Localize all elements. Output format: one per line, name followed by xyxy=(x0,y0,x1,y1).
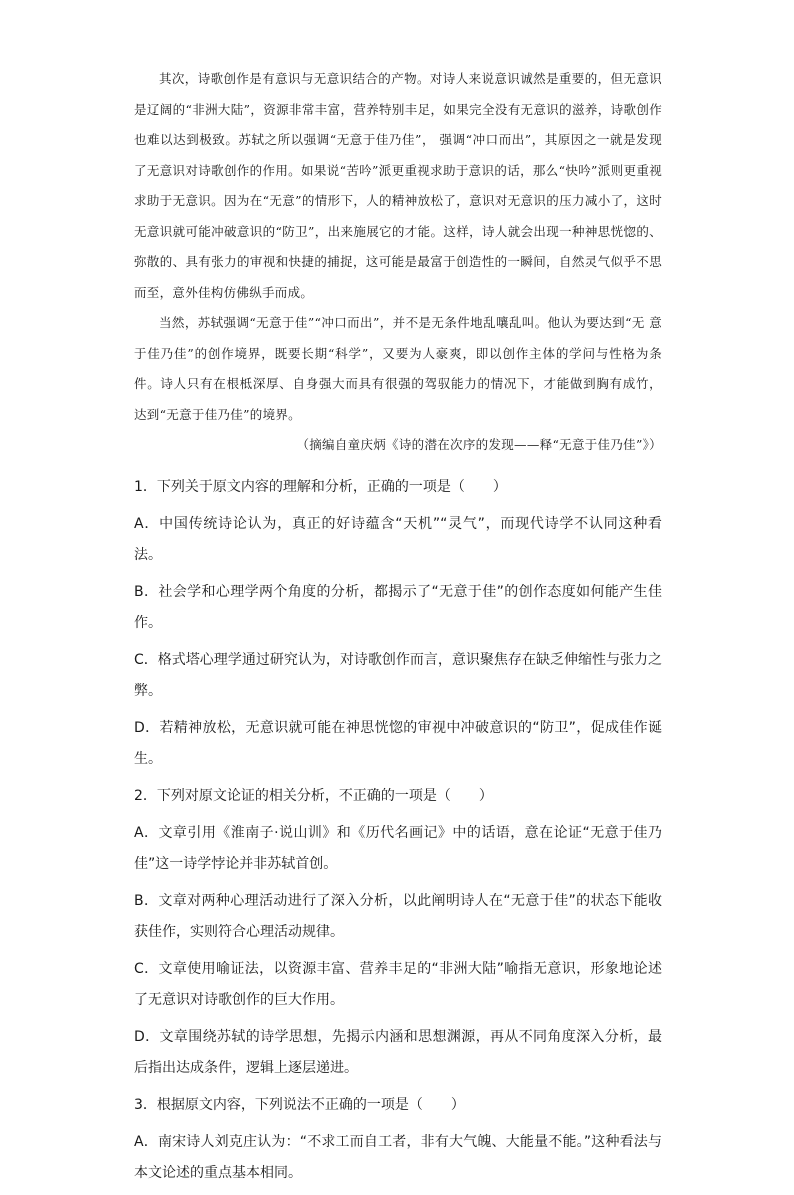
passage-source: （摘编自童庆炳《诗的潜在次序的发现——释“无意于佳乃佳”》） xyxy=(296,437,662,452)
question-stem: 2．下列对原文论证的相关分析，不正确的一项是（ ） xyxy=(134,788,493,804)
question-1 xyxy=(134,472,662,775)
question-option: A．南宋诗人刘克庄认为：“不求工而自工者，非有大气魄、大能量不能。”这种看法与本文论述的重点基本相同。 xyxy=(134,1134,662,1181)
question-option: D．若精神放松，无意识就可能在神思恍惚的审视中冲破意识的“防卫”，促成佳作诞生。 xyxy=(134,720,662,767)
question-stem: 3．根据原文内容，下列说法不正确的一项是（ ） xyxy=(134,1097,465,1113)
reading-passage xyxy=(134,64,662,461)
question-option: A．文章引用《淮南子·说山训》和《历代名画记》中的话语，意在论证“无意于佳乃佳”这一诗学悖论并非苏轼首创。 xyxy=(134,825,662,872)
question-option: D．文章围绕苏轼的诗学思想，先揭示内涵和思想渊源，再从不同角度深入分析，最后指出达成条件，逻辑上逐层递进。 xyxy=(134,1029,662,1076)
question-option: C．文章使用喻证法，以资源丰富、营养丰足的“非洲大陆”喻指无意识，形象地论述了无意识对诗歌创作的巨大作用。 xyxy=(134,961,662,1008)
question-option: C．格式塔心理学通过研究认为，对诗歌创作而言，意识聚焦存在缺乏伸缩性与张力之弊。 xyxy=(134,652,662,699)
passage-paragraph-2: 当然，苏轼强调“无意于佳”“冲口而出”，并不是无条件地乱嚷乱叫。他认为要达到“无 意于佳乃佳”的创作境界，既要长期“科学”，又要为人豪爽，即以创作主体的学问与性格为条件。诗人只有在根柢深厚、自身强大而具有很强的驾驭能力的情况下，才能做到胸有成竹， 达到“无意于佳乃佳”的境界。 xyxy=(134,315,662,422)
question-option: B．文章对两种心理活动进行了深入分析，以此阐明诗人在“无意于佳”的状态下能收获佳作，实则符合心理活动规律。 xyxy=(134,893,662,940)
question-3 xyxy=(134,1090,662,1189)
question-stem: 1．下列关于原文内容的理解和分析，正确的一项是（ ） xyxy=(134,479,507,495)
question-2 xyxy=(134,781,662,1084)
question-list xyxy=(134,470,662,1195)
passage-paragraph-1: 其次，诗歌创作是有意识与无意识结合的产物。对诗人来说意识诚然是重要的，但无意识是辽阔的“非洲大陆”，资源非常丰富，营养特别丰足，如果完全没有无意识的滋养，诗歌创作也难以达到极致。苏轼之所以强调“无意于佳乃佳”， 强调“冲口而出”，其原因之一就是发现了无意识对诗歌创作的作用。如果说“苦吟”派更重视求助于意识的话，那么“快吟”派则更重视求助于无意识。因为在“无意”的情形下，人的精神放松了，意识对无意识的压力减小了，这时无意识就可能冲破意识的“防卫”，出来施展它的才能。这样，诗人就会出现一种神思恍惚的、弥散的、具有张力的审视和快捷的捕捉，这可能是最富于创造性的一瞬间，自然灵气似乎不思而至，意外佳构仿佛纵手而成。 xyxy=(134,71,662,300)
question-option: B．社会学和心理学两个角度的分析，都揭示了“无意于佳”的创作态度如何能产生佳作。 xyxy=(134,584,662,631)
question-option: A．中国传统诗论认为，真正的好诗蕴含“天机”“灵气”，而现代诗学不认同这种看法。 xyxy=(134,516,662,563)
